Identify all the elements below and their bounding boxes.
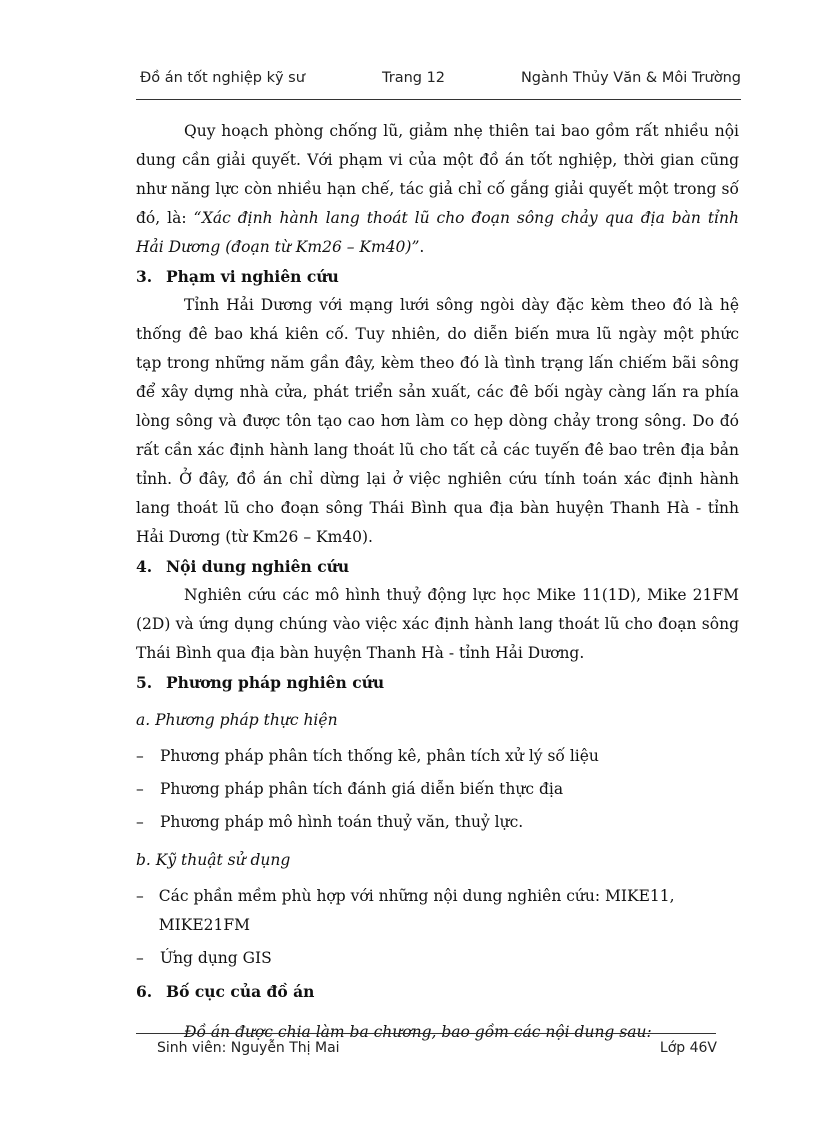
list-item-text: Phương pháp mô hình toán thuỷ văn, thuỷ lực.: [160, 813, 524, 831]
bullet-dash: –: [136, 813, 144, 831]
subsection-b-title: b. Kỹ thuật sử dụng: [136, 851, 291, 869]
list-item-text: Các phần mềm phù hợp với những nội dung nghiên cứu: MIKE11, MIKE21FM: [158, 887, 675, 934]
page-header: [136, 70, 741, 92]
footer-divider: [136, 1033, 716, 1034]
section-title: Bố cục của đồ án: [166, 982, 315, 1001]
list-item-text: Phương pháp phân tích thống kê, phân tích xử lý số liệu: [160, 747, 599, 765]
section-title: Phạm vi nghiên cứu: [166, 267, 339, 286]
section-5-heading: [136, 668, 739, 697]
section-title: Phương pháp nghiên cứu: [166, 673, 385, 692]
subsection-a-title: a. Phương pháp thực hiện: [136, 711, 338, 729]
bullet-dash: –: [136, 887, 144, 905]
bullet-dash: –: [136, 949, 144, 967]
section-title: Nội dung nghiên cứu: [166, 557, 350, 576]
section-number: 4.: [136, 557, 153, 576]
section-6-intro: Đồ án được chia làm ba chương, bao gồm các nội dung sau:: [184, 1023, 652, 1041]
intro-paragraph: [136, 117, 739, 262]
page-body: [136, 117, 739, 1047]
list-item-text: Phương pháp phân tích đánh giá diễn biến thực địa: [160, 780, 564, 798]
header-department: Ngành Thủy Văn & Môi Trường: [520, 70, 741, 86]
list-item: [136, 944, 739, 973]
section-6-heading: [136, 977, 739, 1006]
intro-text: Quy hoạch phòng chống lũ, giảm nhẹ thiên tai bao gồm rất nhiều nội dung cần giải quyết. Với phạm vi của một đồ án tốt nghiệp, thời gian cũng như năng lực còn nhiều hạn chế, tác giả chỉ cố gắng giải quyết một trong số đó, là:: [136, 122, 739, 227]
list-item: [136, 882, 739, 940]
header-page-number: Trang 12: [382, 70, 446, 86]
section-4-paragraph: Nghiên cứu các mô hình thuỷ động lực học Mike 11(1D), Mike 21FM (2D) và ứng dụng chúng vào việc xác định hành lang thoát lũ cho đoạn sông Thái Bình qua địa bàn huyện Thanh Hà - tỉnh Hải Dương.: [136, 586, 739, 662]
section-4-heading: [136, 552, 739, 581]
intro-quote: “Xác định hành lang thoát lũ cho đoạn sông chảy qua địa bàn tỉnh Hải Dương (đoạn từ Km26 – Km40)”: [136, 209, 739, 256]
header-document-type: Đồ án tốt nghiệp kỹ sư: [140, 70, 305, 86]
footer-class: Lớp 46V: [659, 1040, 717, 1056]
section-3-heading: [136, 262, 739, 291]
footer-student-name: Sinh viên: Nguyễn Thị Mai: [157, 1040, 340, 1056]
bullet-dash: –: [136, 780, 144, 798]
bullet-dash: –: [136, 747, 144, 765]
section-number: 3.: [136, 267, 153, 286]
list-item-text: Ứng dụng GIS: [160, 949, 272, 967]
list-item: [136, 808, 739, 837]
header-divider: [136, 99, 741, 100]
intro-end: .: [419, 238, 425, 256]
list-item: [136, 742, 739, 771]
section-number: 6.: [136, 982, 153, 1001]
section-3-paragraph: Tỉnh Hải Dương với mạng lưới sông ngòi dày đặc kèm theo đó là hệ thống đê bao khá kiên cố. Tuy nhiên, do diễn biến mưa lũ ngày một phức tạp trong những năm gần đây, kèm theo đó là tình trạng lấn chiếm bãi sông để xây dựng nhà cửa, phát triển sản xuất, các đê bối ngày càng lấn ra phía lòng sông và được tôn tạo cao hơn làm co hẹp dòng chảy trong sông. Do đó rất cần xác định hành lang thoát lũ cho tất cả các tuyến đê bao trên địa bản tỉnh. Ở đây, đồ án chỉ dừng lại ở việc nghiên cứu tính toán xác định hành lang thoát lũ cho đoạn sông Thái Bình qua địa bàn huyện Thanh Hà - tỉnh Hải Dương (từ Km26 – Km40).: [136, 296, 739, 546]
section-number: 5.: [136, 673, 153, 692]
list-item: [136, 775, 739, 804]
page-footer: [157, 1040, 717, 1062]
